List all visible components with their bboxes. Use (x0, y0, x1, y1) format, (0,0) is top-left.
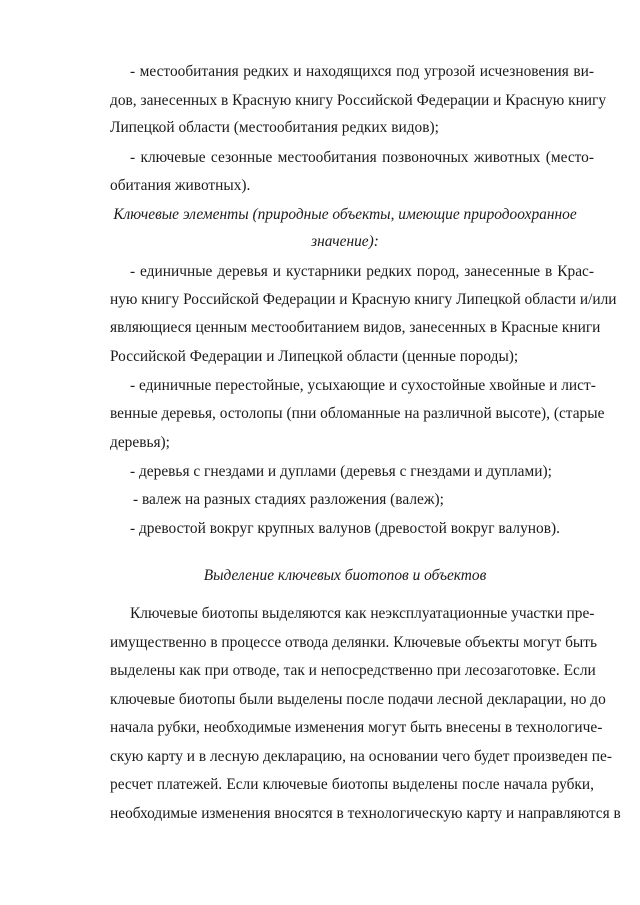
text-line: деревья); (110, 434, 170, 451)
text-line: венные деревья, остолопы (пни обломанные на различной высоте), (старые (110, 405, 605, 422)
text-line: - единичные перестойные, усыхающие и сухостойные хвойные и лист- (130, 377, 596, 394)
text-line: - единичные деревья и кустарники редких пород, занесенные в Крас- (130, 263, 594, 280)
text-line: - древостой вокруг крупных валунов (древостой вокруг валунов). (130, 520, 560, 537)
text-line: - местообитания редких и находящихся под угрозой исчезновения ви- (130, 63, 594, 80)
section-subheading: значение): (311, 233, 379, 250)
section-heading: Выделение ключевых биотопов и объектов (203, 567, 487, 584)
text-line: имущественно в процессе отвода делянки. Ключевые объекты могут быть (110, 634, 598, 651)
text-line: ключевые биотопы были выделены после подачи лесной декларации, но до (110, 691, 606, 708)
text-line: - ключевые сезонные местообитания позвоночных животных (место- (130, 149, 594, 166)
text-line: Российской Федерации и Липецкой области (ценные породы); (110, 348, 519, 365)
text-line: Липецкой области (местообитания редких видов); (110, 119, 439, 136)
text-line: - валеж на разных стадиях разложения (валеж); (133, 491, 444, 508)
text-line: Ключевые биотопы выделяются как неэксплуатационные участки пре- (130, 605, 595, 622)
text-line: ную книгу Российской Федерации и Красную книгу Липецкой области и/или (110, 291, 617, 308)
text-line: выделены как при отводе, так и непосредственно при лесозаготовке. Если (110, 662, 596, 679)
text-line: начала рубки, необходимые изменения могут быть внесены в технологиче- (110, 719, 603, 736)
text-line: необходимые изменения вносятся в технологическую карту и направляются в (110, 805, 621, 822)
text-line: скую карту и в лесную декларацию, на основании чего будет произведен пе- (110, 748, 612, 765)
text-line: обитания животных). (110, 177, 251, 194)
text-line: дов, занесенных в Красную книгу Российской Федерации и Красную книгу (110, 92, 607, 109)
text-line: - деревья с гнездами и дуплами (деревья с гнездами и дуплами); (130, 463, 552, 480)
text-line: являющиеся ценным местообитанием видов, занесенных в Красные книги (110, 319, 601, 336)
section-subheading: Ключевые элементы (природные объекты, имеющие природоохранное (113, 206, 577, 223)
text-line: ресчет платежей. Если ключевые биотопы выделены после начала рубки, (110, 776, 594, 793)
